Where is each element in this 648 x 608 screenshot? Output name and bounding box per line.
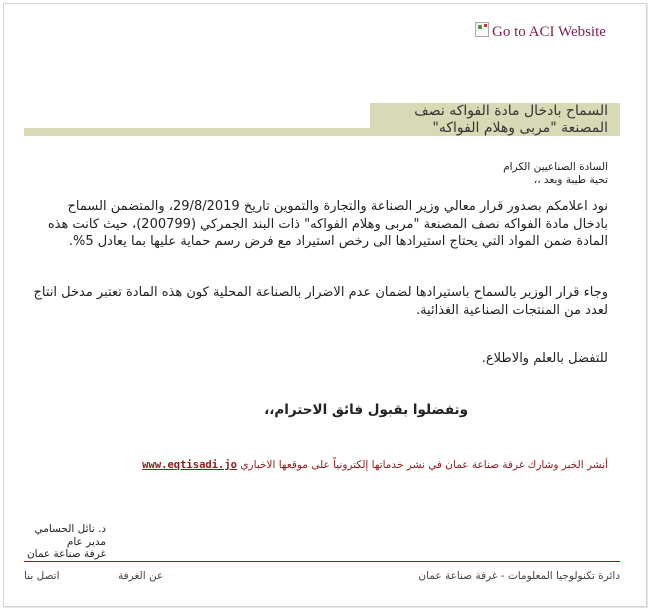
contact-us-link[interactable]: اتصل بنا: [24, 570, 60, 582]
signature-name: د. نائل الحسامي: [34, 523, 106, 535]
logo-alt-text: Go to ACI Website: [492, 24, 606, 40]
greeting-line-1: السادة الصناعيين الكرام: [503, 161, 608, 173]
article-title: [368, 103, 608, 137]
share-line: [138, 459, 608, 471]
eqtisadi-link[interactable]: www.eqtisadi.jo: [142, 459, 237, 471]
paragraph-1: نود اعلامكم بصدور قرار معالي وزير الصناعة والتجارة والتموين تاريخ 29/8/2019، والمتضمن السماح بادخال مادة الفواكه نصف المصنعة "مربى وهلام الفواكه" ذات البند الجمركي (200799)، حيث كانت هذه المادة ضمن المواد التي يحتاج استيرادها الى رخص استيراد مع فرض رسم حماية عليها بما يعادل 5%.: [47, 199, 608, 249]
aci-logo-link[interactable]: [475, 22, 606, 41]
broken-image-icon: [475, 22, 489, 37]
greeting: [503, 161, 608, 187]
about-chamber-link[interactable]: عن الغرفة: [118, 570, 164, 582]
thanks-line: للتفضل بالعلم والاطلاع.: [481, 351, 608, 366]
share-text: أنشر الخبر وشارك غرفة صناعة عمان في نشر خدماتها إلكترونياً على موقعها الاخباري: [240, 459, 608, 471]
footer-divider: [24, 561, 620, 562]
signature-block: [24, 523, 106, 561]
signature-org: غرفة صناعة عمان: [26, 548, 106, 560]
signature-role: مدير عام: [66, 535, 106, 548]
greeting-line-2: تحية طيبة وبعد ،،: [533, 174, 608, 186]
title-line-1: السماح بادخال مادة الفواكه نصف: [414, 103, 608, 119]
footer-department: دائرة تكنولوجيا المعلومات - غرفة صناعة عمان: [418, 570, 620, 582]
title-line-2: المصنعة "مربى وهلام الفواكه": [432, 120, 608, 136]
paragraph-2: وجاء قرار الوزير بالسماح باستيرادها لضمان عدم الاضرار بالصناعة المحلية كون هذه المادة تعتبر مدخل انتاج لعدد من المنتجات الصناعية الغذائية.: [33, 285, 608, 318]
closing-line: وتفضلوا بقبول فائق الاحترام،،: [264, 402, 468, 418]
